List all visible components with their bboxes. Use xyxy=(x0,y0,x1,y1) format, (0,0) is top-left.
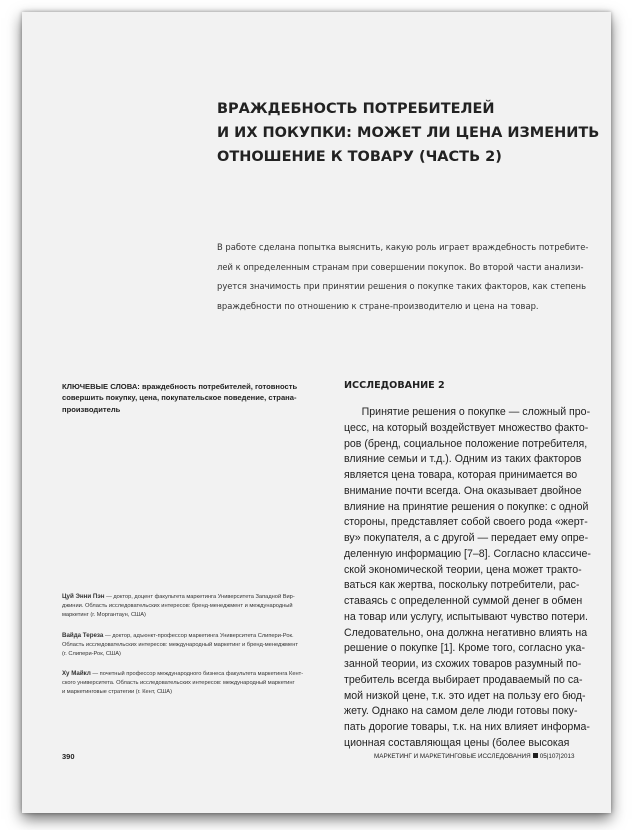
author-name: Цуй Энни Пэн xyxy=(62,593,105,600)
author-name: Ху Майкл xyxy=(62,670,91,678)
author-bio-line: (г. Слипери-Рок, США) xyxy=(62,650,121,657)
abstract-line: лей к определенным странам при совершении покупок. Во второй части анализи- xyxy=(217,261,584,272)
author-entry xyxy=(62,670,327,697)
author-bio-line: ского университета. Область исследовательских интересов: международный маркетинг xyxy=(62,680,295,687)
keywords-block xyxy=(62,381,324,415)
author-bio-line: джинии. Область исследовательских интересов: бренд-менеджмент и международный xyxy=(62,602,293,609)
body-line: Принятие решения о покупке — сложный про- xyxy=(344,406,591,418)
body-line: деленную информацию [7–8]. Согласно классиче- xyxy=(344,547,591,560)
journal-name: МАРКЕТИНГ И МАРКЕТИНГОВЫЕ ИССЛЕДОВАНИЯ xyxy=(374,753,531,760)
body-line: решение о покупке [1]. Кроме того, согласно ука- xyxy=(344,642,585,655)
body-text xyxy=(344,405,604,752)
author-bio-line: Область исследовательских интересов: международный маркетинг и бренд-менеджмент xyxy=(62,641,298,648)
journal-footer xyxy=(374,753,575,760)
body-line: стороны, представляет собой своего рода «жерт- xyxy=(344,516,588,529)
body-line: ров (бренд, социальное положение потребителя, xyxy=(344,437,588,450)
body-line: ской экономической теории, цена может тракто- xyxy=(344,563,582,576)
body-line: цесс, на который воздействует множество факто- xyxy=(344,421,589,434)
body-line: Следовательно, она должна негативно влиять на xyxy=(344,626,588,639)
body-line: ваться как жертва, поскольку потребители, рас- xyxy=(344,579,580,592)
authors-block xyxy=(62,593,327,709)
author-bio-line: маркетинг (г. Моргантаун, США) xyxy=(62,611,146,618)
author-entry xyxy=(62,593,327,620)
body-line: мой низкой цене, т.к. это идет на пользу его бюд- xyxy=(344,689,586,702)
title-line: ВРАЖДЕБНОСТЬ ПОТРЕБИТЕЛЕЙ xyxy=(217,101,495,117)
author-bio-line: — доктор, адъюнкт-профессор маркетинга Университета Слипери-Рок. xyxy=(103,632,294,639)
body-line: пать дорогие товары, т.к. на них влияет информа- xyxy=(344,721,590,733)
body-line: внимание почти всегда. Она оказывает двойное xyxy=(344,484,582,497)
keywords-line: совершить покупку, цена, покупательское поведение, страна- xyxy=(62,393,297,403)
journal-page xyxy=(22,12,611,813)
body-line: влияние семьи и т.д.). Одним из таких факторов xyxy=(344,453,582,466)
author-bio-line: — почетный профессор международного бизнеса факультета маркетинга Кент- xyxy=(90,671,304,678)
body-line: занной теории, из схожих товаров разумный по- xyxy=(344,658,582,670)
body-line: требитель всегда выбирает продаваемый по са- xyxy=(344,673,583,686)
body-line: ционная составляющая цены (более высокая xyxy=(344,736,570,749)
body-line: является цена товара, которая принимается во xyxy=(344,469,578,481)
abstract-line: враждебности по отношению к стране-производителю и цена на товар. xyxy=(217,301,539,312)
body-line: влияние на принятие решения о покупке: с одной xyxy=(344,500,589,513)
abstract-line: В работе сделана попытка выяснить, какую роль играет враждебность потребите- xyxy=(217,242,589,252)
author-entry xyxy=(62,632,327,659)
body-line: ставаясь с определенной суммой денег в обмен xyxy=(344,595,583,607)
title-line: И ИХ ПОКУПКИ: МОЖЕТ ЛИ ЦЕНА ИЗМЕНИТЬ xyxy=(217,125,600,141)
keywords-line: производитель xyxy=(62,404,121,414)
author-bio-line: — доктор, доцент факультета маркетинга Университета Западной Вир- xyxy=(104,594,295,600)
body-line: на товар или услугу, испытывают чувство потери. xyxy=(344,610,588,623)
author-name: Вайда Тереза xyxy=(62,631,104,639)
article-abstract xyxy=(217,238,592,317)
body-line: ву» покупателя, а с другой — передает ему опре- xyxy=(344,532,589,544)
author-bio-line: и маркетинговые стратегии (г. Кент, США) xyxy=(62,689,172,696)
keywords-line: КЛЮЧЕВЫЕ СЛОВА: враждебность потребителей, готовность xyxy=(62,382,298,391)
section-title: ИССЛЕДОВАНИЕ 2 xyxy=(344,380,445,391)
issue-number: 05|107|2013 xyxy=(539,753,575,760)
article-title xyxy=(217,97,600,169)
page-number: 390 xyxy=(62,752,75,761)
abstract-line: руется значимость при принятии решения о покупке таких факторов, как степень xyxy=(217,281,587,292)
title-line: ОТНОШЕНИЕ К ТОВАРУ (ЧАСТЬ 2) xyxy=(217,149,502,165)
body-line: жету. Однако на самом деле люди готовы поку- xyxy=(344,705,578,718)
square-bullet-icon xyxy=(533,753,538,758)
